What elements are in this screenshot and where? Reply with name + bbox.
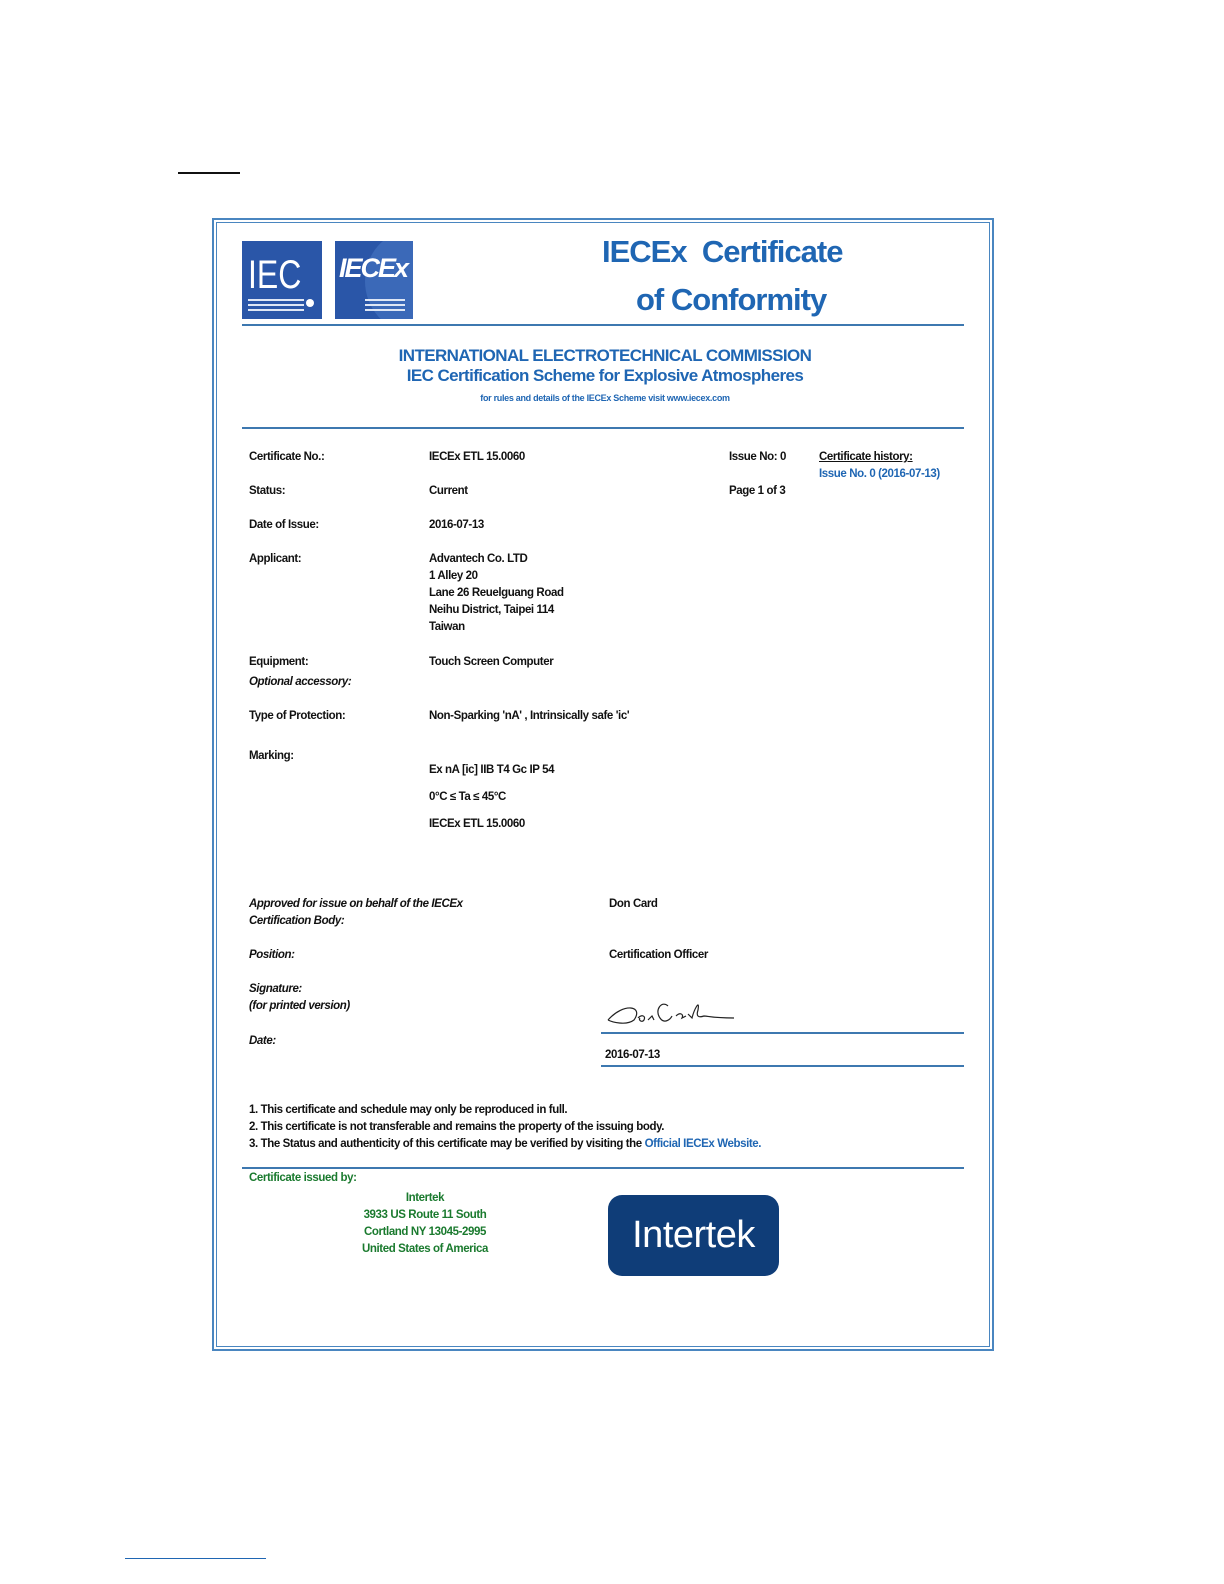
title-line-1: IECEx Certificate xyxy=(602,234,843,269)
protection-label: Type of Protection: xyxy=(249,710,346,722)
status: Current xyxy=(429,485,468,497)
issued-by-label: Certificate issued by: xyxy=(249,1172,357,1184)
note-2: 2. This certificate is not transferable and remains the property of the issuing body. xyxy=(249,1121,665,1133)
issuer-line: 3933 US Route 11 South xyxy=(363,1209,487,1221)
approved-label: Approved for issue on behalf of the IECEx xyxy=(249,898,463,910)
equipment: Touch Screen Computer xyxy=(429,656,554,668)
applicant-line: Advantech Co. LTD xyxy=(429,553,528,565)
date-line xyxy=(601,1065,964,1067)
official-website-link[interactable]: Official IECEx Website. xyxy=(644,1138,762,1150)
footer-underline xyxy=(125,1558,266,1559)
note-3-text: 3. The Status and authenticity of this certificate may be verified by visiting the xyxy=(249,1138,645,1150)
applicant-label: Applicant: xyxy=(249,553,302,565)
issuer-line: Cortland NY 13045-2995 xyxy=(363,1226,487,1238)
scheme-name: IEC Certification Scheme for Explosive Atmospheres xyxy=(406,366,804,385)
top-underline xyxy=(178,172,240,174)
iecex-logo: IECEx xyxy=(335,241,413,319)
applicant-line: Taiwan xyxy=(429,621,465,633)
protection: Non-Sparking 'nA' , Intrinsically safe 'ic' xyxy=(429,710,630,722)
signature-line xyxy=(601,1032,964,1034)
page-count: Page 1 of 3 xyxy=(729,485,786,497)
note-1: 1. This certificate and schedule may only be reproduced in full. xyxy=(249,1104,568,1116)
approval-date-label: Date: xyxy=(249,1035,276,1047)
approver-name: Don Card xyxy=(609,898,658,910)
note-3 xyxy=(249,1138,761,1150)
applicant-line: Neihu District, Taipei 114 xyxy=(429,604,554,616)
marking-label: Marking: xyxy=(249,750,294,762)
signature-note: (for printed version) xyxy=(249,1000,350,1012)
position-label: Position: xyxy=(249,949,295,961)
history-item-link[interactable]: Issue No. 0 (2016-07-13) xyxy=(819,468,940,480)
divider xyxy=(242,324,964,326)
divider xyxy=(242,1167,964,1169)
org-name: INTERNATIONAL ELECTROTECHNICAL COMMISSION xyxy=(398,346,812,365)
marking-line: 0°C ≤ Ta ≤ 45°C xyxy=(429,791,506,803)
cert-no: IECEx ETL 15.0060 xyxy=(429,451,525,463)
issuer-line: Intertek xyxy=(405,1192,445,1204)
rules-link[interactable]: for rules and details of the IECEx Scheme visit www.iecex.com xyxy=(480,393,730,403)
issuer-line: United States of America xyxy=(361,1243,489,1255)
applicant-line: Lane 26 Reuelguang Road xyxy=(429,587,564,599)
cert-no-label: Certificate No.: xyxy=(249,451,325,463)
marking-line: Ex nA [ic] IIB T4 Gc IP 54 xyxy=(429,764,555,776)
position: Certification Officer xyxy=(609,949,708,961)
history-label: Certificate history: xyxy=(819,451,913,463)
divider xyxy=(242,427,964,429)
date-label: Date of Issue: xyxy=(249,519,319,531)
issue-no: Issue No: 0 xyxy=(729,451,786,463)
date-of-issue: 2016-07-13 xyxy=(429,519,484,531)
signature-image xyxy=(604,992,744,1028)
iec-logo: IEC xyxy=(242,241,322,319)
marking-line: IECEx ETL 15.0060 xyxy=(429,818,525,830)
intertek-logo xyxy=(608,1195,779,1276)
approval-date: 2016-07-13 xyxy=(605,1049,660,1061)
accessory-label: Optional accessory: xyxy=(249,676,352,688)
approved-label-2: Certification Body: xyxy=(249,915,345,927)
applicant-line: 1 Alley 20 xyxy=(429,570,478,582)
equipment-label: Equipment: xyxy=(249,656,309,668)
signature-label: Signature: xyxy=(249,983,302,995)
intertek-logo-text: Intertek xyxy=(632,1214,755,1256)
status-label: Status: xyxy=(249,485,286,497)
title-line-2: of Conformity xyxy=(636,282,827,317)
